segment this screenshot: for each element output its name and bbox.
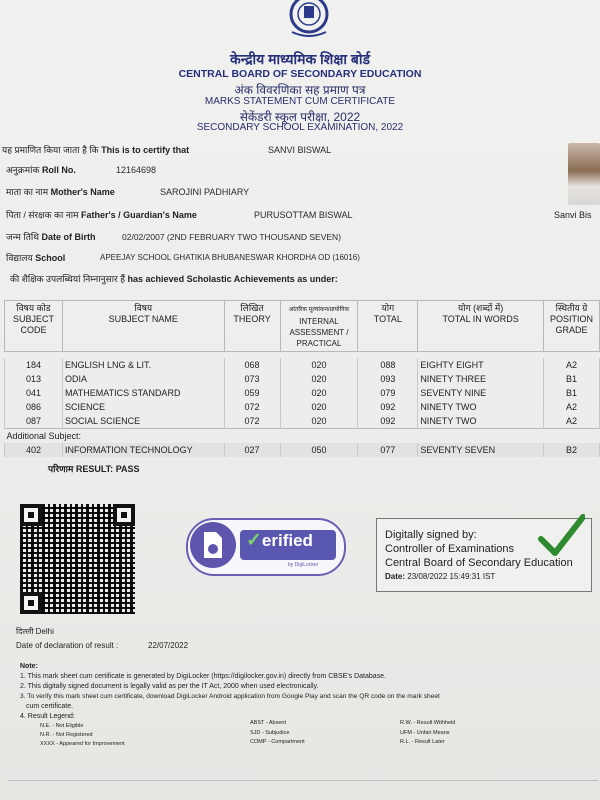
- table-row: [5, 443, 600, 457]
- ia-marks: 020: [280, 372, 358, 386]
- father-name: PURUSOTTAM BISWAL: [254, 210, 353, 220]
- subject-code: 087: [5, 414, 63, 429]
- ia-marks: 050: [280, 443, 358, 457]
- header-internal-assessment: आंतरिक मूल्यांकन/प्रायोगिक INTERNAL ASSESSMENT / PRACTICAL: [280, 301, 358, 352]
- signature-date: Date: 23/08/2022 15:49:31 IST: [385, 572, 496, 581]
- subject-name: INFORMATION TECHNOLOGY: [62, 443, 224, 457]
- document-lock-icon: [190, 522, 236, 568]
- signature-line1: Digitally signed by:: [385, 529, 477, 541]
- board-name-hindi: केन्द्रीय माध्यमिक शिक्षा बोर्ड: [230, 51, 370, 67]
- total-marks: 079: [358, 386, 418, 400]
- legend-item: N.E. - Not Eligible: [40, 723, 84, 729]
- doc-title-hindi: अंक विवरणिका सह प्रमाण पत्र: [234, 83, 366, 97]
- legend-item: R.L. - Result Later: [400, 739, 445, 745]
- subject-name: SCIENCE: [62, 400, 224, 414]
- table-row: [5, 386, 600, 400]
- legend-item: N.R. - Not Registered: [40, 732, 93, 738]
- verified-digilocker-badge: [186, 518, 346, 576]
- ia-marks: 020: [280, 414, 358, 429]
- total-in-words: NINETY TWO: [418, 414, 544, 429]
- subject-name: ENGLISH LNG & LIT.: [62, 358, 224, 372]
- header-position-grade: स्थितीय ग्रे POSITION GRADE: [543, 301, 599, 352]
- student-name: SANVI BISWAL: [268, 145, 332, 155]
- total-marks: 092: [358, 400, 418, 414]
- mother-label: माता का नाम Mother's Name: [6, 187, 115, 197]
- subject-name: ODIA: [62, 372, 224, 386]
- total-in-words: EIGHTY EIGHT: [418, 358, 544, 372]
- marks-table: [4, 300, 600, 457]
- total-marks: 093: [358, 372, 418, 386]
- additional-subject-label: Additional Subject:: [5, 429, 600, 444]
- total-marks: 077: [358, 443, 418, 457]
- grade: B1: [543, 386, 599, 400]
- theory-marks: 072: [224, 414, 280, 429]
- achievement-statement: की शैक्षिक उपलब्धियां निम्नानुसार हैं has achieved Scholastic Achievements as under:: [10, 274, 338, 284]
- school-name: APEEJAY SCHOOL GHATIKIA BHUBANESWAR KHORDHA OD (16016): [100, 253, 360, 262]
- grade: A2: [543, 414, 599, 429]
- theory-marks: 072: [224, 400, 280, 414]
- legend-item: SJD - Subjudice: [250, 730, 290, 736]
- note-item: 3. To verify this mark sheet cum certificate, download DigiLocker Android application from Google Play and scan the QR code on the mark sheet: [20, 693, 440, 700]
- total-marks: 092: [358, 414, 418, 429]
- header-total: योग TOTAL: [358, 301, 418, 352]
- board-name: CENTRAL BOARD OF SECONDARY EDUCATION: [178, 68, 422, 80]
- doc-title: MARKS STATEMENT CUM CERTIFICATE: [204, 96, 396, 107]
- student-photo: [568, 143, 600, 205]
- subject-name: MATHEMATICS STANDARD: [62, 386, 224, 400]
- ia-marks: 020: [280, 386, 358, 400]
- legend-item: ABST - Absent: [250, 720, 286, 726]
- total-in-words: NINETY THREE: [418, 372, 544, 386]
- signature-line3: Central Board of Secondary Education: [385, 557, 573, 569]
- bottom-border: [8, 780, 598, 781]
- total-marks: 088: [358, 358, 418, 372]
- legend-item: XXXX - Appeared for Improvement: [40, 741, 125, 747]
- certify-label: यह प्रमाणित किया जाता है कि This is to certify that: [2, 145, 190, 155]
- grade: A2: [543, 400, 599, 414]
- legend-item: COMP - Compartment: [250, 739, 305, 745]
- photo-caption: Sanvi Bis: [554, 210, 592, 220]
- legend-item: R.W. - Result Withheld: [400, 720, 456, 726]
- verified-label: ✓erified: [240, 530, 336, 560]
- subject-code: 041: [5, 386, 63, 400]
- total-in-words: NINETY TWO: [418, 400, 544, 414]
- total-in-words: SEVENTY SEVEN: [418, 443, 544, 457]
- declaration-label: Date of declaration of result :: [16, 641, 119, 650]
- digital-signature-box: [376, 518, 592, 592]
- subject-code: 013: [5, 372, 63, 386]
- place: दिल्ली Delhi: [16, 627, 54, 636]
- note-item: 4. Result Legend:: [20, 713, 75, 720]
- dob-label: जन्म तिथि Date of Birth: [6, 232, 96, 242]
- grade: B2: [543, 443, 599, 457]
- theory-marks: 059: [224, 386, 280, 400]
- subject-code: 402: [5, 443, 63, 457]
- ia-marks: 020: [280, 358, 358, 372]
- subject-code: 086: [5, 400, 63, 414]
- father-label: पिता / संरक्षक का नाम Father's / Guardian's Name: [6, 210, 197, 220]
- header-total-words: योग (शब्दों में) TOTAL IN WORDS: [418, 301, 544, 352]
- total-in-words: SEVENTY NINE: [418, 386, 544, 400]
- exam-title: SECONDARY SCHOOL EXAMINATION, 2022: [196, 122, 404, 133]
- note-item: 2. This digitally signed document is legally valid as per the IT Act, 2000 when used electronically.: [20, 683, 319, 690]
- grade: B1: [543, 372, 599, 386]
- cbse-emblem-icon: [282, 0, 336, 42]
- table-row: [5, 372, 600, 386]
- table-row: [5, 414, 600, 429]
- result: परिणाम RESULT: PASS: [48, 464, 140, 474]
- check-mark-icon: [537, 513, 585, 561]
- exam-title-hindi: सेकेंडरी स्कूल परीक्षा, 2022: [239, 110, 361, 124]
- verified-by: by DigiLocker: [288, 562, 319, 568]
- signature-line2: Controller of Examinations: [385, 543, 515, 555]
- note-item: cum certificate.: [26, 703, 74, 710]
- theory-marks: 073: [224, 372, 280, 386]
- theory-marks: 068: [224, 358, 280, 372]
- header-subject-name: विषय SUBJECT NAME: [62, 301, 224, 352]
- legend-item: UFM - Unfair Means: [400, 730, 450, 736]
- roll-number: 12164698: [116, 165, 157, 175]
- theory-marks: 027: [224, 443, 280, 457]
- qr-code-icon: [20, 504, 135, 614]
- header-subject-code: विषय कोड SUBJECT CODE: [5, 301, 63, 352]
- mother-name: SAROJINI PADHIARY: [160, 187, 250, 197]
- header-theory: लिखित THEORY: [224, 301, 280, 352]
- table-row: [5, 400, 600, 414]
- table-row: [5, 358, 600, 372]
- result-value: PASS: [115, 464, 140, 474]
- dob-value: 02/02/2007 (2ND FEBRUARY TWO THOUSAND SEVEN): [122, 232, 342, 242]
- subject-code: 184: [5, 358, 63, 372]
- note-item: 1. This mark sheet cum certificate is generated by DigiLocker (https://digilocker.gov.in) directly from CBSE's Database.: [20, 673, 387, 680]
- school-label: विद्यालय School: [6, 253, 66, 263]
- additional-subject-row: [5, 429, 600, 444]
- declaration-date: 22/07/2022: [148, 641, 189, 650]
- grade: A2: [543, 358, 599, 372]
- notes-title: Note:: [20, 663, 38, 670]
- roll-label: अनुक्रमांक Roll No.: [6, 165, 76, 175]
- subject-name: SOCIAL SCIENCE: [62, 414, 224, 429]
- table-header-row: [5, 301, 600, 352]
- ia-marks: 020: [280, 400, 358, 414]
